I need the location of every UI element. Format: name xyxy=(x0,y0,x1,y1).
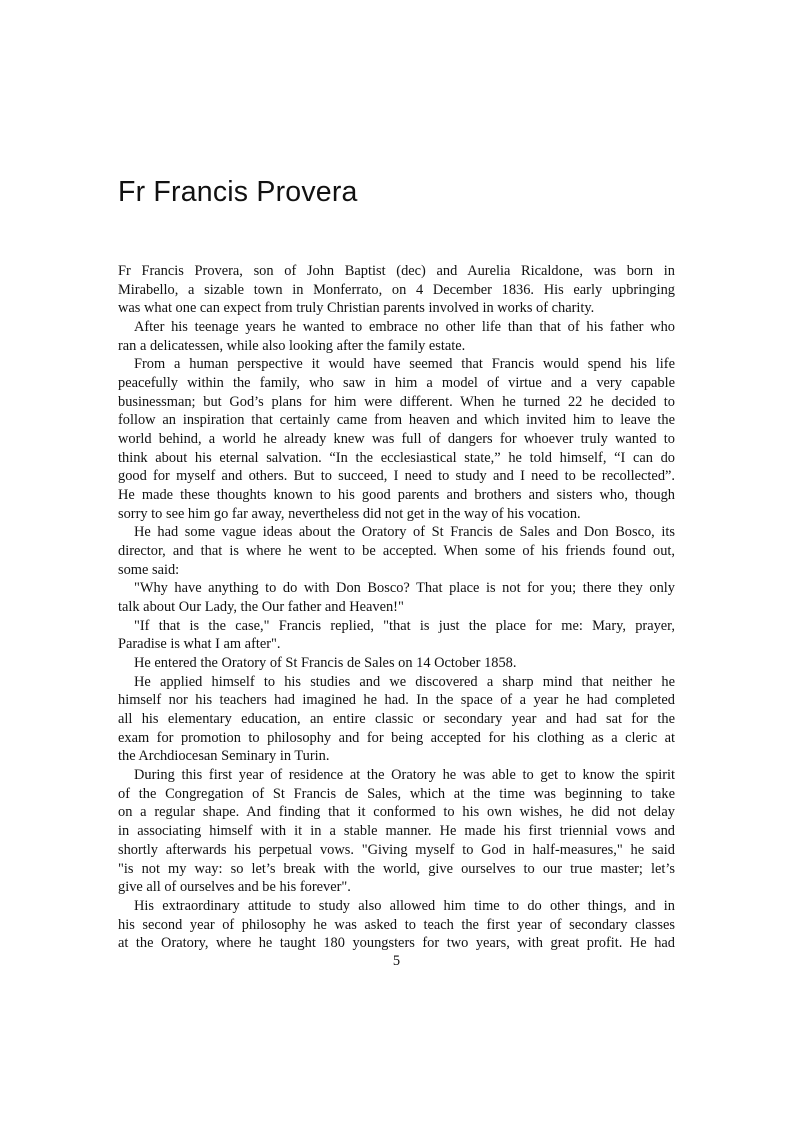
paragraph xyxy=(118,579,675,616)
text-line: himself nor his teachers had imagined he had. In the space of a year he had completed xyxy=(118,692,675,709)
text-line: give all of ourselves and be his forever". xyxy=(118,879,351,896)
text-line: on a regular shape. And finding that it conformed to his own wishes, he did not delay xyxy=(118,804,675,821)
text-line: "is not my way: so let’s break with the world, give ourselves to our true master; let’s xyxy=(118,860,675,877)
text-line: talk about Our Lady, the Our father and Heaven!" xyxy=(118,599,404,616)
text-line: Fr Francis Provera, son of John Baptist (dec) and Aurelia Ricaldone, was born in xyxy=(118,263,675,279)
text-line: his second year of philosophy he was asked to teach the first year of secondary classes xyxy=(118,916,675,933)
text-line: After his teenage years he wanted to embrace no other life than that of his father who xyxy=(134,319,675,336)
paragraph xyxy=(118,673,675,766)
text-line: peacefully within the family, who saw in him a model of virtue and a very capable xyxy=(118,375,675,392)
chapter-title: Fr Francis Provera xyxy=(118,176,358,208)
paragraph xyxy=(118,318,675,355)
text-line: "Why have anything to do with Don Bosco? That place is not for you; there they only xyxy=(134,580,675,597)
body-text xyxy=(118,262,675,953)
text-line: He entered the Oratory of St Francis de Sales on 14 October 1858. xyxy=(134,655,517,672)
text-line: He applied himself to his studies and we discovered a sharp mind that neither he xyxy=(134,673,675,690)
paragraph xyxy=(118,617,675,654)
text-line: From a human perspective it would have seemed that Francis would spend his life xyxy=(134,356,675,373)
paragraph xyxy=(118,355,675,523)
text-line: His extraordinary attitude to study also allowed him time to do other things, and in xyxy=(134,897,675,914)
text-line: of the Congregation of St Francis de Sales, which at the time was beginning to take xyxy=(118,785,675,802)
text-line: the Archdiocesan Seminary in Turin. xyxy=(118,748,330,765)
paragraph xyxy=(118,262,675,318)
paragraph xyxy=(118,654,675,673)
text-line: think about his eternal salvation. “In the ecclesiastical state,” he told himself, “I can do xyxy=(118,449,675,466)
text-line: He made these thoughts known to his good parents and brothers and sisters who, though xyxy=(118,487,675,504)
text-line: He had some vague ideas about the Oratory of St Francis de Sales and Don Bosco, its xyxy=(134,524,675,541)
text-line: shortly afterwards his perpetual vows. "Giving myself to God in half-measures," he said xyxy=(118,841,675,858)
text-line: During this first year of residence at the Oratory he was able to get to know the spirit xyxy=(134,767,675,784)
paragraph xyxy=(118,523,675,579)
text-line: world behind, a world he already knew was full of dangers for whoever truly wanted to xyxy=(118,431,675,448)
paragraph xyxy=(118,897,675,953)
text-line: exam for promotion to philosophy and for being accepted for his clothing as a cleric at xyxy=(118,729,675,746)
page-number: 5 xyxy=(392,953,401,969)
text-line: follow an inspiration that certainly came from heaven and which invited him to leave the xyxy=(118,412,675,429)
text-line: sorry to see him go far away, nevertheless did not get in the way of his vocation. xyxy=(118,505,581,522)
text-line: Mirabello, a sizable town in Monferrato, on 4 December 1836. His early upbringing xyxy=(118,281,675,298)
text-line: "If that is the case," Francis replied, "that is just the place for me: Mary, prayer, xyxy=(134,617,675,634)
paragraph xyxy=(118,766,675,897)
text-line: businessman; but God’s plans for him were different. When he turned 22 he decided to xyxy=(118,393,675,410)
text-line: all his elementary education, an entire classic or secondary year and had sat for the xyxy=(118,711,675,728)
text-line: ran a delicatessen, while also looking after the family estate. xyxy=(118,337,466,354)
text-line: was what one can expect from truly Christian parents involved in works of charity. xyxy=(118,300,595,317)
text-line: director, and that is where he went to be accepted. When some of his friends found out, xyxy=(118,543,675,560)
text-line: some said: xyxy=(118,561,180,578)
text-line: Paradise is what I am after". xyxy=(118,636,281,653)
text-line: in associating himself with it in a stable manner. He made his first triennial vows and xyxy=(118,823,675,840)
text-line: at the Oratory, where he taught 180 youngsters for two years, with great profit. He had xyxy=(118,935,675,952)
text-line: good for myself and others. But to succeed, I need to study and I need to be recollected”. xyxy=(118,468,675,485)
